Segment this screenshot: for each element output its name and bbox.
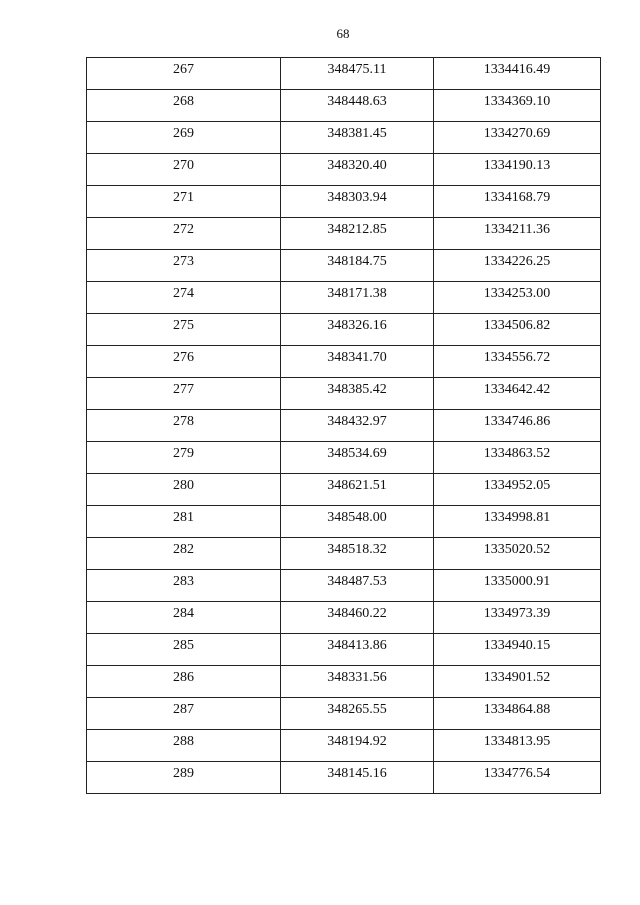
- point-number-cell: [87, 58, 281, 90]
- cell-value: 276: [173, 350, 194, 365]
- cell-value: 278: [173, 414, 194, 429]
- cell-value: 1334211.36: [484, 222, 550, 237]
- y-coordinate-cell: [434, 282, 601, 314]
- x-coordinate-cell: [281, 570, 434, 602]
- point-number-cell: [87, 570, 281, 602]
- cell-value: 273: [173, 254, 194, 269]
- cell-value: 348171.38: [327, 286, 387, 301]
- cell-value: 1335020.52: [483, 542, 551, 557]
- point-number-cell: [87, 346, 281, 378]
- cell-value: 348448.63: [327, 94, 387, 109]
- cell-value: 275: [173, 318, 194, 333]
- y-coordinate-cell: [434, 506, 601, 538]
- x-coordinate-cell: [281, 314, 434, 346]
- y-coordinate-cell: [434, 538, 601, 570]
- x-coordinate-cell: [281, 154, 434, 186]
- point-number-cell: [87, 186, 281, 218]
- table-body: [87, 58, 601, 794]
- point-number-cell: [87, 442, 281, 474]
- x-coordinate-cell: [281, 250, 434, 282]
- cell-value: 288: [173, 734, 194, 749]
- cell-value: 348460.22: [327, 606, 387, 621]
- cell-value: 286: [173, 670, 194, 685]
- y-coordinate-cell: [434, 314, 601, 346]
- cell-value: 1334270.69: [483, 126, 551, 141]
- cell-value: 348475.11: [327, 62, 387, 77]
- cell-value: 283: [173, 574, 194, 589]
- cell-value: 269: [173, 126, 194, 141]
- table-row: [87, 186, 601, 218]
- cell-value: 274: [173, 286, 194, 301]
- table-row: [87, 90, 601, 122]
- y-coordinate-cell: [434, 58, 601, 90]
- x-coordinate-cell: [281, 122, 434, 154]
- x-coordinate-cell: [281, 506, 434, 538]
- table-row: [87, 314, 601, 346]
- cell-value: 348487.53: [327, 574, 387, 589]
- cell-value: 281: [173, 510, 194, 525]
- cell-value: 348212.85: [327, 222, 387, 237]
- cell-value: 1334940.15: [483, 638, 551, 653]
- y-coordinate-cell: [434, 90, 601, 122]
- x-coordinate-cell: [281, 634, 434, 666]
- y-coordinate-cell: [434, 570, 601, 602]
- table-row: [87, 442, 601, 474]
- table-row: [87, 730, 601, 762]
- point-number-cell: [87, 602, 281, 634]
- y-coordinate-cell: [434, 762, 601, 794]
- cell-value: 277: [173, 382, 194, 397]
- cell-value: 348385.42: [327, 382, 387, 397]
- cell-value: 348413.86: [327, 638, 387, 653]
- table-row: [87, 250, 601, 282]
- table-row: [87, 762, 601, 794]
- cell-value: 348145.16: [327, 766, 387, 781]
- table-row: [87, 602, 601, 634]
- x-coordinate-cell: [281, 666, 434, 698]
- table-row: [87, 154, 601, 186]
- point-number-cell: [87, 122, 281, 154]
- cell-value: 1334506.82: [483, 318, 551, 333]
- point-number-cell: [87, 730, 281, 762]
- cell-value: 268: [173, 94, 194, 109]
- cell-value: 1334642.42: [483, 382, 551, 397]
- cell-value: 348518.32: [327, 542, 387, 557]
- cell-value: 1334864.88: [483, 702, 551, 717]
- table-row: [87, 698, 601, 730]
- cell-value: 348381.45: [327, 126, 387, 141]
- cell-value: 348534.69: [327, 446, 387, 461]
- point-number-cell: [87, 314, 281, 346]
- cell-value: 1334253.00: [483, 286, 551, 301]
- table-row: [87, 474, 601, 506]
- table-row: [87, 666, 601, 698]
- cell-value: 348194.92: [327, 734, 387, 749]
- point-number-cell: [87, 378, 281, 410]
- point-number-cell: [87, 538, 281, 570]
- cell-value: 348184.75: [327, 254, 387, 269]
- cell-value: 285: [173, 638, 194, 653]
- cell-value: 348303.94: [327, 190, 387, 205]
- cell-value: 284: [173, 606, 194, 621]
- cell-value: 1334168.79: [483, 190, 551, 205]
- x-coordinate-cell: [281, 218, 434, 250]
- cell-value: 1334952.05: [483, 478, 551, 493]
- cell-value: 1334369.10: [483, 94, 551, 109]
- cell-value: 348331.56: [327, 670, 387, 685]
- point-number-cell: [87, 218, 281, 250]
- cell-value: 1334746.86: [483, 414, 551, 429]
- cell-value: 1334226.25: [483, 254, 551, 269]
- cell-value: 1334776.54: [483, 766, 551, 781]
- cell-value: 348548.00: [327, 510, 387, 525]
- point-number-cell: [87, 762, 281, 794]
- x-coordinate-cell: [281, 698, 434, 730]
- table-row: [87, 538, 601, 570]
- point-number-cell: [87, 250, 281, 282]
- coordinates-table: [86, 57, 601, 794]
- x-coordinate-cell: [281, 186, 434, 218]
- point-number-cell: [87, 282, 281, 314]
- x-coordinate-cell: [281, 762, 434, 794]
- cell-value: 279: [173, 446, 194, 461]
- x-coordinate-cell: [281, 58, 434, 90]
- point-number-cell: [87, 474, 281, 506]
- y-coordinate-cell: [434, 474, 601, 506]
- point-number-cell: [87, 506, 281, 538]
- y-coordinate-cell: [434, 602, 601, 634]
- cell-value: 1334863.52: [483, 446, 551, 461]
- x-coordinate-cell: [281, 90, 434, 122]
- x-coordinate-cell: [281, 602, 434, 634]
- table-row: [87, 218, 601, 250]
- cell-value: 282: [173, 542, 194, 557]
- table-row: [87, 634, 601, 666]
- y-coordinate-cell: [434, 698, 601, 730]
- table-row: [87, 282, 601, 314]
- y-coordinate-cell: [434, 122, 601, 154]
- y-coordinate-cell: [434, 346, 601, 378]
- y-coordinate-cell: [434, 218, 601, 250]
- y-coordinate-cell: [434, 410, 601, 442]
- cell-value: 270: [173, 158, 194, 173]
- table-row: [87, 506, 601, 538]
- table-row: [87, 122, 601, 154]
- y-coordinate-cell: [434, 442, 601, 474]
- cell-value: 1334190.13: [483, 158, 551, 173]
- cell-value: 1335000.91: [483, 574, 551, 589]
- cell-value: 280: [173, 478, 194, 493]
- y-coordinate-cell: [434, 730, 601, 762]
- y-coordinate-cell: [434, 186, 601, 218]
- cell-value: 348621.51: [327, 478, 387, 493]
- table-row: [87, 346, 601, 378]
- point-number-cell: [87, 698, 281, 730]
- cell-value: 1334998.81: [483, 510, 551, 525]
- point-number-cell: [87, 154, 281, 186]
- cell-value: 1334813.95: [483, 734, 551, 749]
- y-coordinate-cell: [434, 666, 601, 698]
- x-coordinate-cell: [281, 410, 434, 442]
- x-coordinate-cell: [281, 346, 434, 378]
- y-coordinate-cell: [434, 634, 601, 666]
- cell-value: 272: [173, 222, 194, 237]
- cell-value: 348320.40: [327, 158, 387, 173]
- cell-value: 287: [173, 702, 194, 717]
- table-row: [87, 378, 601, 410]
- cell-value: 348341.70: [327, 350, 387, 365]
- x-coordinate-cell: [281, 474, 434, 506]
- cell-value: 289: [173, 766, 194, 781]
- cell-value: 1334901.52: [483, 670, 551, 685]
- x-coordinate-cell: [281, 282, 434, 314]
- cell-value: 1334973.39: [483, 606, 551, 621]
- point-number-cell: [87, 90, 281, 122]
- x-coordinate-cell: [281, 378, 434, 410]
- point-number-cell: [87, 666, 281, 698]
- table-row: [87, 410, 601, 442]
- page-number: 68: [336, 26, 350, 41]
- cell-value: 1334416.49: [483, 62, 551, 77]
- cell-value: 267: [173, 62, 194, 77]
- cell-value: 348265.55: [327, 702, 387, 717]
- cell-value: 348326.16: [327, 318, 387, 333]
- table-row: [87, 570, 601, 602]
- y-coordinate-cell: [434, 250, 601, 282]
- x-coordinate-cell: [281, 538, 434, 570]
- x-coordinate-cell: [281, 730, 434, 762]
- x-coordinate-cell: [281, 442, 434, 474]
- y-coordinate-cell: [434, 154, 601, 186]
- point-number-cell: [87, 410, 281, 442]
- cell-value: 1334556.72: [483, 350, 551, 365]
- point-number-cell: [87, 634, 281, 666]
- table-row: [87, 58, 601, 90]
- cell-value: 271: [173, 190, 194, 205]
- cell-value: 348432.97: [327, 414, 387, 429]
- y-coordinate-cell: [434, 378, 601, 410]
